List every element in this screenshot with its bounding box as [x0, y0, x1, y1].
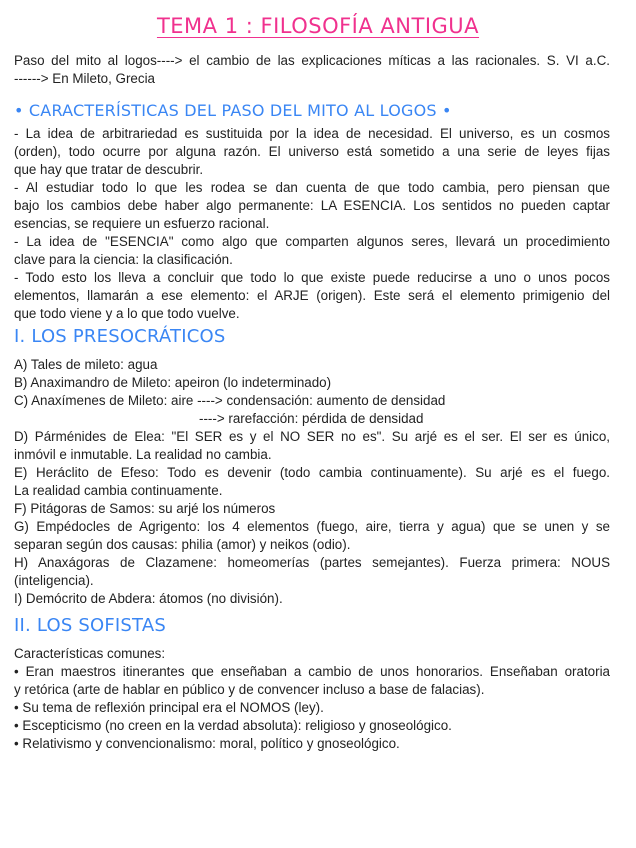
- list-item: G) Empédocles de Agrigento: los 4 elementos (fuego, aire, tierra y agua) que se unen y se: [14, 519, 610, 534]
- list-item: • Relativismo y convencionalismo: moral, político y gnoseológico.: [14, 736, 400, 751]
- list-item: La realidad cambia continuamente.: [14, 483, 223, 498]
- text-line: - La idea de arbitrariedad es sustituida por la idea de necesidad. El universo, es un cosmos: [14, 126, 610, 141]
- sophists-list: [14, 645, 610, 753]
- text-line: bajo los cambios debe haber algo permanente: LA ESENCIA. Los sentidos no pueden captar: [14, 198, 610, 213]
- page-title: TEMA 1 : FILOSOFÍA ANTIGUA: [156, 14, 480, 38]
- list-item: separan según dos causas: philia (amor) y neikos (odio).: [14, 537, 351, 552]
- list-item: D) Párménides de Elea: "El SER es y el NO SER no es". Su arjé es el ser. El ser es único,: [14, 429, 610, 444]
- text-line: - La idea de "ESENCIA" como algo que comparten algunos seres, llevará un procedimiento: [14, 234, 610, 249]
- list-item: (inteligencia).: [14, 573, 94, 588]
- text-line: esencias, se requiere un esfuerzo racional.: [14, 216, 270, 231]
- intro-line: ------> En Mileto, Grecia: [14, 71, 155, 86]
- text-line: - Todo esto los lleva a concluir que todo lo que existe puede reducirse a uno o unos pocos: [14, 270, 610, 285]
- list-item: • Eran maestros itinerantes que enseñaban a cambio de unos honorarios. Enseñaban oratoria: [14, 664, 610, 679]
- text-line: (orden), todo ocurre por alguna razón. El universo está sometido a una serie de leyes fijas: [14, 144, 610, 159]
- list-item: Características comunes:: [14, 646, 166, 661]
- list-item: C) Anaxímenes de Mileto: aire ----> condensación: aumento de densidad: [14, 393, 446, 408]
- list-item: A) Tales de mileto: agua: [14, 357, 158, 372]
- characteristics-paragraph: [14, 125, 610, 323]
- text-line: que todo viene y a lo que todo vuelve.: [14, 306, 240, 321]
- list-item: y retórica (arte de hablar en público y de convencer incluso a base de falacias).: [14, 682, 485, 697]
- section-heading-sophists: II. LOS SOFISTAS: [14, 615, 166, 636]
- list-item: B) Anaximandro de Mileto: apeiron (lo indeterminado): [14, 375, 332, 390]
- list-item: F) Pitágoras de Samos: su arjé los números: [14, 501, 276, 516]
- list-item: H) Anaxágoras de Clazamene: homeomerías (partes semejantes). Fuerza primera: NOUS: [14, 555, 610, 570]
- intro-paragraph: [14, 52, 610, 88]
- list-item: ----> rarefacción: pérdida de densidad: [199, 411, 424, 426]
- presocratics-list: [14, 356, 610, 608]
- text-line: clave para la ciencia: la clasificación.: [14, 252, 233, 267]
- section-heading-presocratics: I. LOS PRESOCRÁTICOS: [14, 326, 226, 347]
- list-item: • Su tema de reflexión principal era el NOMOS (ley).: [14, 700, 324, 715]
- list-item: I) Demócrito de Abdera: átomos (no división).: [14, 591, 283, 606]
- text-line: - Al estudiar todo lo que les rodea se dan cuenta de que todo cambia, pero piensan que: [14, 180, 610, 195]
- list-item: inmóvil e inmutable. La realidad no cambia.: [14, 447, 272, 462]
- text-line: que hay que tratar de descubrir.: [14, 162, 204, 177]
- list-item: E) Heráclito de Efeso: Todo es devenir (todo cambia continuamente). Su arjé es el fuego.: [14, 465, 610, 480]
- section-heading-characteristics: • CARACTERÍSTICAS DEL PASO DEL MITO AL LOGOS •: [14, 101, 452, 120]
- text-line: elementos, llamarán a ese elemento: el ARJE (origen). Este será el elemento primigenio del: [14, 288, 610, 303]
- intro-line: Paso del mito al logos----> el cambio de las explicaciones míticas a las racionales. S. VI a.C.: [14, 53, 610, 68]
- list-item: • Escepticismo (no creen en la verdad absoluta): religioso y gnoseológico.: [14, 718, 452, 733]
